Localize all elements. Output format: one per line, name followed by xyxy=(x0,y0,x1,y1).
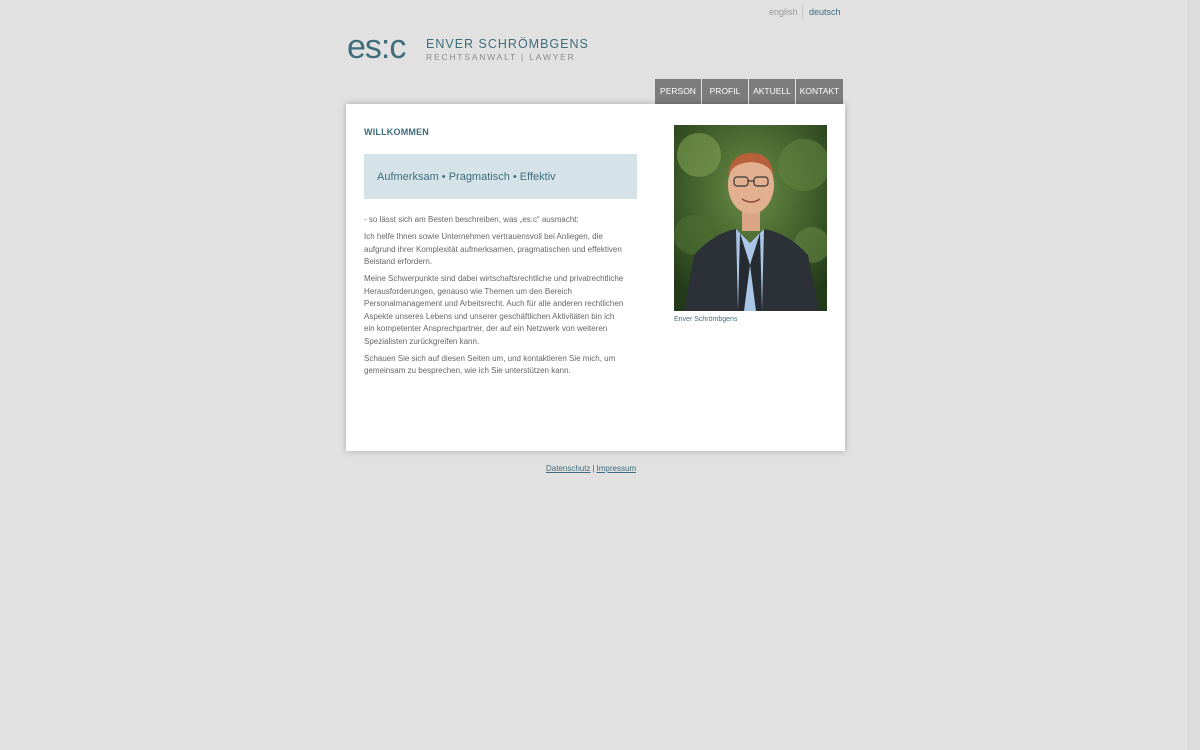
tagline-box xyxy=(364,154,637,199)
portrait-photo xyxy=(674,125,827,311)
footer xyxy=(546,464,636,473)
paragraph-1: - so lässt sich am Besten beschreiben, was „es:c“ ausmacht: xyxy=(364,215,579,224)
tagline: Aufmerksam • Pragmatisch • Effektiv xyxy=(377,171,556,183)
nav-item-person[interactable]: PERSON xyxy=(655,79,701,104)
brand-name: ENVER SCHRÖMBGENS xyxy=(426,37,589,51)
datenschutz-link[interactable]: Datenschutz xyxy=(546,464,591,473)
photo-caption: Enver Schrömbgens xyxy=(674,316,738,323)
paragraph-2: Ich helfe Ihnen sowie Unternehmen vertrauensvoll bei Anliegen, die aufgrund ihrer Komplexität aufmerksamen, pragmatischen und effektiven Beistand erfordern. xyxy=(364,232,622,266)
language-switcher xyxy=(760,4,846,20)
page-heading: WILLKOMMEN xyxy=(364,127,429,137)
paragraph-4: Schauen Sie sich auf diesen Seiten um, und kontaktieren Sie mich, um gemeinsam zu besprechen, wie ich Sie unterstützen kann. xyxy=(364,353,616,375)
lang-divider xyxy=(802,4,803,20)
brand-subtitle: RECHTSANWALT | LAWYER xyxy=(426,52,576,62)
intro-text xyxy=(364,214,626,382)
logo[interactable]: es:c xyxy=(347,28,406,66)
lang-english-link[interactable]: english xyxy=(769,7,798,17)
nav-item-aktuell[interactable]: AKTUELL xyxy=(749,79,795,104)
impressum-link[interactable]: Impressum xyxy=(596,464,637,473)
scrollbar[interactable] xyxy=(1188,0,1200,750)
lang-deutsch-link[interactable]: deutsch xyxy=(809,7,841,17)
paragraph-3: Meine Schwerpunkte sind dabei wirtschaftsrechtliche und privatrechtliche Herausforderungen, genauso wie Themen um den Bereich Personalmanagement und Arbeitsrecht. Auch für alle anderen rechtlichen Aspekte unseres Lebens und unserer geschäftlichen Aktivitäten bin ich ein kompetenter Ansprechpartner, der auf ein Netzwerk von weiteren Spezialisten zurückgreifen kann. xyxy=(364,274,624,346)
footer-divider: | xyxy=(592,464,595,473)
content-card xyxy=(346,104,845,451)
nav-item-kontakt[interactable]: KONTAKT xyxy=(796,79,843,104)
nav-item-profil[interactable]: PROFIL xyxy=(702,79,748,104)
main-nav xyxy=(655,79,843,104)
